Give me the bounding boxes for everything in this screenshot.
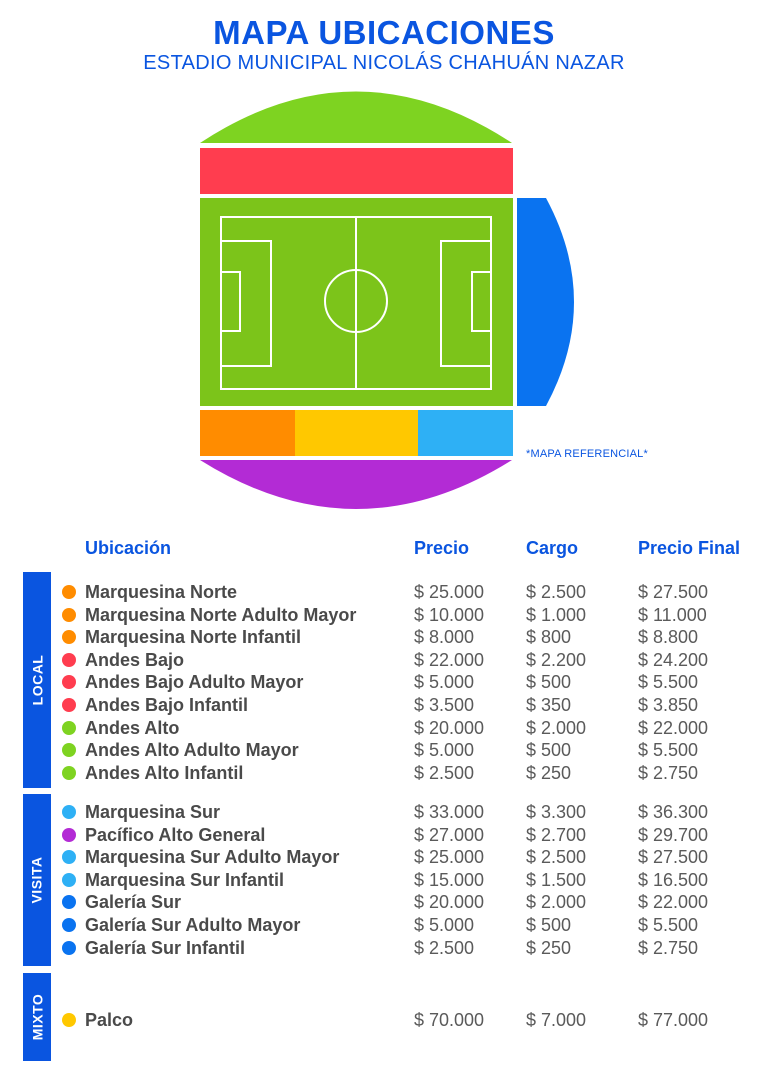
charge-value: $ 3.300 bbox=[526, 802, 587, 822]
header-location: Ubicación bbox=[85, 538, 172, 558]
charge-value: $ 2.000 bbox=[526, 892, 587, 913]
table-row bbox=[0, 604, 768, 626]
location-name: Andes Bajo Infantil bbox=[85, 695, 249, 715]
section-pacifico-alto[interactable] bbox=[200, 460, 512, 509]
final-price-value: $ 5.500 bbox=[638, 672, 699, 693]
section-marquesina-sur[interactable] bbox=[418, 410, 513, 456]
charge-value: $ 500 bbox=[526, 740, 572, 761]
color-dot-icon bbox=[62, 828, 76, 842]
final-price-value: $ 22.000 bbox=[638, 717, 709, 738]
color-dot-icon bbox=[62, 653, 76, 667]
price-value: $ 8.000 bbox=[414, 627, 475, 648]
location-name: Galería Sur Adulto Mayor bbox=[85, 915, 301, 935]
final-price-value: $ 36.300 bbox=[638, 802, 709, 822]
final-price-value: $ 2.750 bbox=[638, 937, 699, 958]
location-name: Andes Alto Adulto Mayor bbox=[85, 740, 299, 761]
location-name: Marquesina Sur Infantil bbox=[85, 869, 285, 890]
color-dot-icon bbox=[62, 766, 76, 780]
color-dot-icon bbox=[62, 675, 76, 689]
charge-value: $ 2.500 bbox=[526, 847, 587, 868]
stadium-map bbox=[0, 0, 768, 520]
table-row bbox=[0, 869, 768, 891]
final-price-value: $ 27.500 bbox=[638, 582, 709, 602]
table-row bbox=[0, 671, 768, 693]
final-price-value: $ 2.750 bbox=[638, 762, 699, 783]
location-name: Palco bbox=[85, 1010, 134, 1030]
table-row bbox=[0, 762, 768, 784]
charge-value: $ 1.500 bbox=[526, 869, 587, 890]
color-dot-icon bbox=[62, 895, 76, 909]
price-value: $ 15.000 bbox=[414, 869, 485, 890]
charge-value: $ 350 bbox=[526, 695, 572, 715]
header-final-price: Precio Final bbox=[638, 538, 741, 558]
location-name: Pacífico Alto General bbox=[85, 824, 266, 845]
table-row bbox=[0, 1009, 768, 1031]
section-palco[interactable] bbox=[295, 410, 418, 456]
table-row bbox=[0, 694, 768, 716]
color-dot-icon bbox=[62, 805, 76, 819]
charge-value: $ 800 bbox=[526, 627, 572, 648]
charge-value: $ 250 bbox=[526, 937, 572, 958]
section-andes-bajo[interactable] bbox=[200, 148, 513, 194]
header-price: Precio bbox=[414, 538, 470, 558]
price-value: $ 2.500 bbox=[414, 937, 475, 958]
price-value: $ 5.000 bbox=[414, 672, 475, 693]
charge-value: $ 250 bbox=[526, 762, 572, 783]
table-row bbox=[0, 581, 768, 603]
location-name: Galería Sur Infantil bbox=[85, 937, 246, 958]
color-dot-icon bbox=[62, 918, 76, 932]
price-value: $ 25.000 bbox=[414, 582, 485, 602]
price-value: $ 20.000 bbox=[414, 892, 485, 913]
color-dot-icon bbox=[62, 721, 76, 735]
color-dot-icon bbox=[62, 608, 76, 622]
color-dot-icon bbox=[62, 941, 76, 955]
table-row bbox=[0, 824, 768, 846]
section-andes-alto[interactable] bbox=[200, 92, 512, 144]
table-row bbox=[0, 649, 768, 671]
location-name: Andes Bajo bbox=[85, 649, 185, 670]
color-dot-icon bbox=[62, 1013, 76, 1027]
group-label-text: VISITA bbox=[29, 856, 46, 904]
color-dot-icon bbox=[62, 585, 76, 599]
location-name: Marquesina Sur bbox=[85, 802, 221, 822]
table-row bbox=[0, 937, 768, 959]
group-label-text: LOCAL bbox=[29, 654, 45, 706]
price-value: $ 20.000 bbox=[414, 717, 485, 738]
color-dot-icon bbox=[62, 873, 76, 887]
color-dot-icon bbox=[62, 743, 76, 757]
charge-value: $ 2.200 bbox=[526, 649, 587, 670]
charge-value: $ 2.700 bbox=[526, 824, 587, 845]
table-row bbox=[0, 891, 768, 913]
group-label-text: MIXTO bbox=[29, 993, 46, 1041]
final-price-value: $ 27.500 bbox=[638, 847, 709, 868]
page-title: MAPA UBICACIONES bbox=[213, 14, 555, 51]
charge-value: $ 2.500 bbox=[526, 582, 587, 602]
table-row bbox=[0, 801, 768, 823]
location-name: Andes Alto bbox=[85, 717, 180, 738]
final-price-value: $ 24.200 bbox=[638, 649, 709, 670]
price-value: $ 10.000 bbox=[414, 604, 485, 625]
header-charge: Cargo bbox=[526, 538, 579, 558]
final-price-value: $ 16.500 bbox=[638, 869, 709, 890]
location-name: Marquesina Norte bbox=[85, 582, 238, 602]
charge-value: $ 2.000 bbox=[526, 717, 587, 738]
section-marquesina-norte[interactable] bbox=[200, 410, 295, 456]
price-value: $ 5.000 bbox=[414, 740, 475, 761]
price-value: $ 25.000 bbox=[414, 847, 485, 868]
table-row bbox=[0, 914, 768, 936]
table-row bbox=[0, 739, 768, 761]
color-dot-icon bbox=[62, 630, 76, 644]
table-row bbox=[0, 626, 768, 648]
charge-value: $ 500 bbox=[526, 915, 572, 935]
final-price-value: $ 3.850 bbox=[638, 695, 699, 715]
location-name: Andes Alto Infantil bbox=[85, 762, 244, 783]
price-value: $ 22.000 bbox=[414, 649, 485, 670]
location-name: Marquesina Norte Adulto Mayor bbox=[85, 604, 357, 625]
location-name: Galería Sur bbox=[85, 892, 182, 913]
final-price-value: $ 11.000 bbox=[638, 604, 707, 625]
map-reference-note: *MAPA REFERENCIAL* bbox=[526, 448, 648, 460]
color-dot-icon bbox=[62, 698, 76, 712]
table-row bbox=[0, 846, 768, 868]
table-row bbox=[0, 717, 768, 739]
location-name: Andes Bajo Adulto Mayor bbox=[85, 672, 304, 693]
price-value: $ 33.000 bbox=[414, 802, 485, 822]
page-subtitle: ESTADIO MUNICIPAL NICOLÁS CHAHUÁN NAZAR bbox=[143, 52, 625, 74]
final-price-value: $ 77.000 bbox=[638, 1010, 709, 1030]
final-price-value: $ 22.000 bbox=[638, 892, 709, 913]
color-dot-icon bbox=[62, 850, 76, 864]
price-value: $ 5.000 bbox=[414, 915, 475, 935]
price-value: $ 27.000 bbox=[414, 824, 485, 845]
final-price-value: $ 8.800 bbox=[638, 627, 699, 648]
charge-value: $ 7.000 bbox=[526, 1010, 587, 1030]
final-price-value: $ 29.700 bbox=[638, 824, 709, 845]
price-value: $ 3.500 bbox=[414, 695, 475, 715]
location-name: Marquesina Sur Adulto Mayor bbox=[85, 847, 340, 868]
location-name: Marquesina Norte Infantil bbox=[85, 627, 302, 648]
charge-value: $ 1.000 bbox=[526, 604, 587, 625]
charge-value: $ 500 bbox=[526, 672, 572, 693]
price-value: $ 2.500 bbox=[414, 762, 475, 783]
final-price-value: $ 5.500 bbox=[638, 740, 699, 761]
final-price-value: $ 5.500 bbox=[638, 915, 699, 935]
price-value: $ 70.000 bbox=[414, 1010, 485, 1030]
section-galeria-sur[interactable] bbox=[517, 198, 574, 406]
